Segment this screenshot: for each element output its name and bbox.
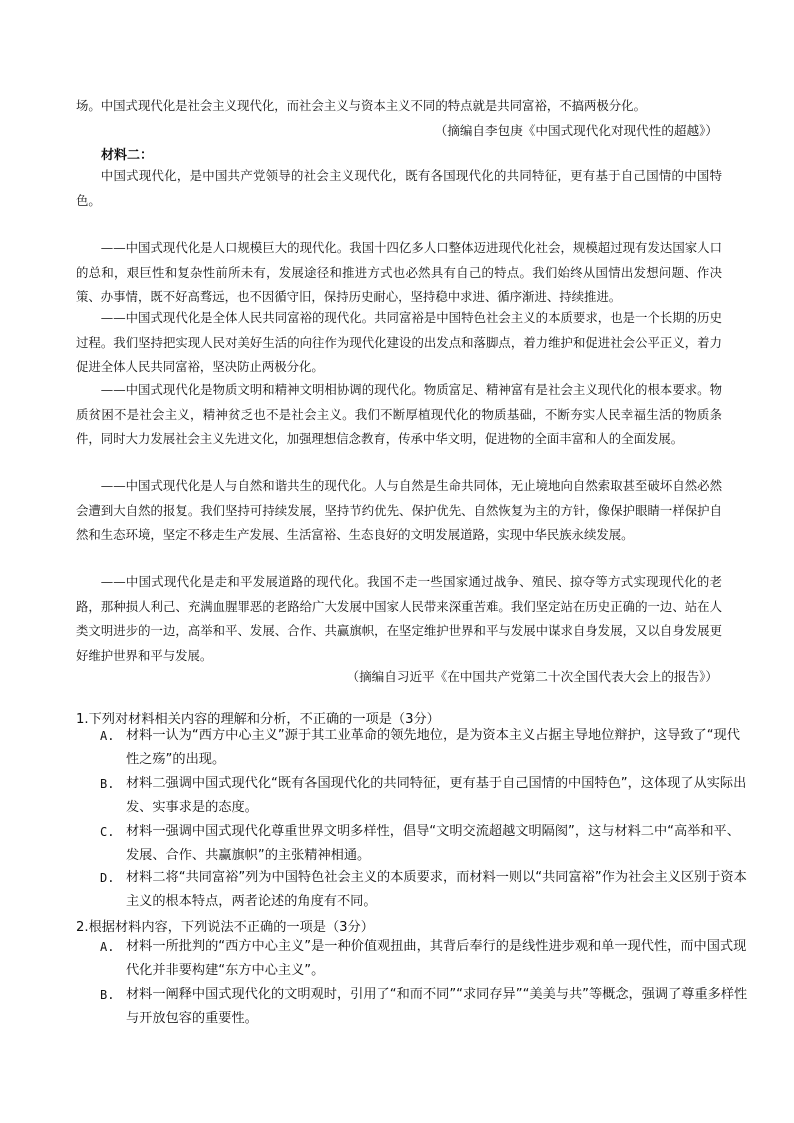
material2-paragraph: ——中国式现代化是人与自然和谐共生的现代化。人与自然是生命共同体，无止境地向自然索取甚至破坏自然必然会遭到大自然的报复。我们坚持可持续发展，坚持节约优先、保护优先、自然恢复为主的方针，像保护眼睛一样保护自然和生态环境，坚定不移走生产发展、生活富裕、生态良好的文明发展道路，实现中华民族永续发展。: [76, 478, 722, 543]
question-1-option-c[interactable]: [100, 820, 750, 868]
material2-heading: 材料二：: [101, 148, 154, 163]
option-label: A.: [100, 729, 115, 743]
question-1-option-b[interactable]: [100, 772, 750, 820]
question-2-option-a[interactable]: [100, 935, 750, 983]
option-label: C.: [100, 825, 115, 839]
option-text: 材料一认为“西方中心主义”源于其工业革命的领先地位，是为资本主义占据主导地位辩护，这导致了“现代性之殇”的出现。: [126, 728, 740, 767]
question-1-stem: 1.下列对材料相关内容的理解和分析，不正确的一项是（3分）: [76, 712, 440, 727]
option-text: 材料二将“共同富裕”列为中国特色社会主义的本质要求，而材料一则以“共同富裕”作为社会主义区别于资本主义的根本特点，两者论述的角度有不同。: [126, 870, 747, 909]
material2-paragraph: ——中国式现代化是走和平发展道路的现代化。我国不走一些国家通过战争、殖民、掠夺等方式实现现代化的老路，那种损人利己、充满血腥罪恶的老路给广大发展中国家人民带来深重苦难。我们坚定站在历史正确的一边、站在人类文明进步的一边，高举和平、发展、合作、共赢旗帜，在坚定维护世界和平与发展中谋求自身发展，又以自身发展更好维护世界和平与发展。: [76, 574, 722, 663]
option-text: 材料二强调中国式现代化“既有各国现代化的共同特征，更有基于自己国情的中国特色”，这体现了从实际出发、实事求是的态度。: [126, 776, 747, 815]
question-2-stem: 2.根据材料内容，下列说法不正确的一项是（3分）: [76, 920, 374, 935]
material1-tail: 场。中国式现代化是社会主义现代化，而社会主义与资本主义不同的特点就是共同富裕，不搞两极分化。: [76, 98, 646, 113]
material2-source: （摘编自习近平《在中国共产党第二十次全国代表大会上的报告》）: [346, 669, 718, 684]
option-label: B.: [100, 777, 115, 791]
material2-paragraph: ——中国式现代化是人口规模巨大的现代化。我国十四亿多人口整体迈进现代化社会，规模超过现有发达国家人口的总和，艰巨性和复杂性前所未有，发展途径和推进方式也必然具有自己的特点。我们始终从国情出发想问题、作决策、办事情，既不好高骛远，也不因循守旧，保持历史耐心，坚持稳中求进、循序渐进、持续推进。: [76, 240, 722, 305]
question-1-option-d[interactable]: [100, 866, 750, 914]
option-text: 材料一阐释中国式现代化的文明观时，引用了“和而不同”“求同存异”“美美与共”等概念，强调了尊重多样性与开放包容的重要性。: [126, 987, 748, 1026]
option-label: B.: [100, 988, 115, 1002]
option-label: A.: [100, 940, 115, 954]
material2-paragraph: ——中国式现代化是物质文明和精神文明相协调的现代化。物质富足、精神富有是社会主义现代化的根本要求。物质贫困不是社会主义，精神贫乏也不是社会主义。我们不断厚植现代化的物质基础，不断夯实人民幸福生活的物质条件，同时大力发展社会主义先进文化，加强理想信念教育，传承中华文明，促进物的全面丰富和人的全面发展。: [76, 382, 722, 447]
option-label: D.: [100, 871, 115, 885]
option-text: 材料一强调中国式现代化尊重世界文明多样性，倡导“文明交流超越文明隔阂”，这与材料二中“高举和平、发展、合作、共赢旗帜”的主张精神相通。: [126, 824, 740, 863]
material1-source: （摘编自李包庚《中国式现代化对现代性的超越》）: [434, 123, 718, 138]
option-text: 材料一所批判的“西方中心主义”是一种价值观扭曲，其背后奉行的是线性进步观和单一现代性，而中国式现代化并非要构建“东方中心主义”。: [126, 939, 747, 978]
question-2-option-b[interactable]: [100, 983, 750, 1031]
material2-paragraph: 中国式现代化，是中国共产党领导的社会主义现代化，既有各国现代化的共同特征，更有基于自己国情的中国特色。: [76, 168, 722, 208]
question-1-option-a[interactable]: [100, 724, 750, 772]
material2-paragraph: ——中国式现代化是全体人民共同富裕的现代化。共同富裕是中国特色社会主义的本质要求，也是一个长期的历史过程。我们坚持把实现人民对美好生活的向往作为现代化建设的出发点和落脚点，着力维护和促进社会公平正义，着力促进全体人民共同富裕，坚决防止两极分化。: [76, 310, 722, 375]
